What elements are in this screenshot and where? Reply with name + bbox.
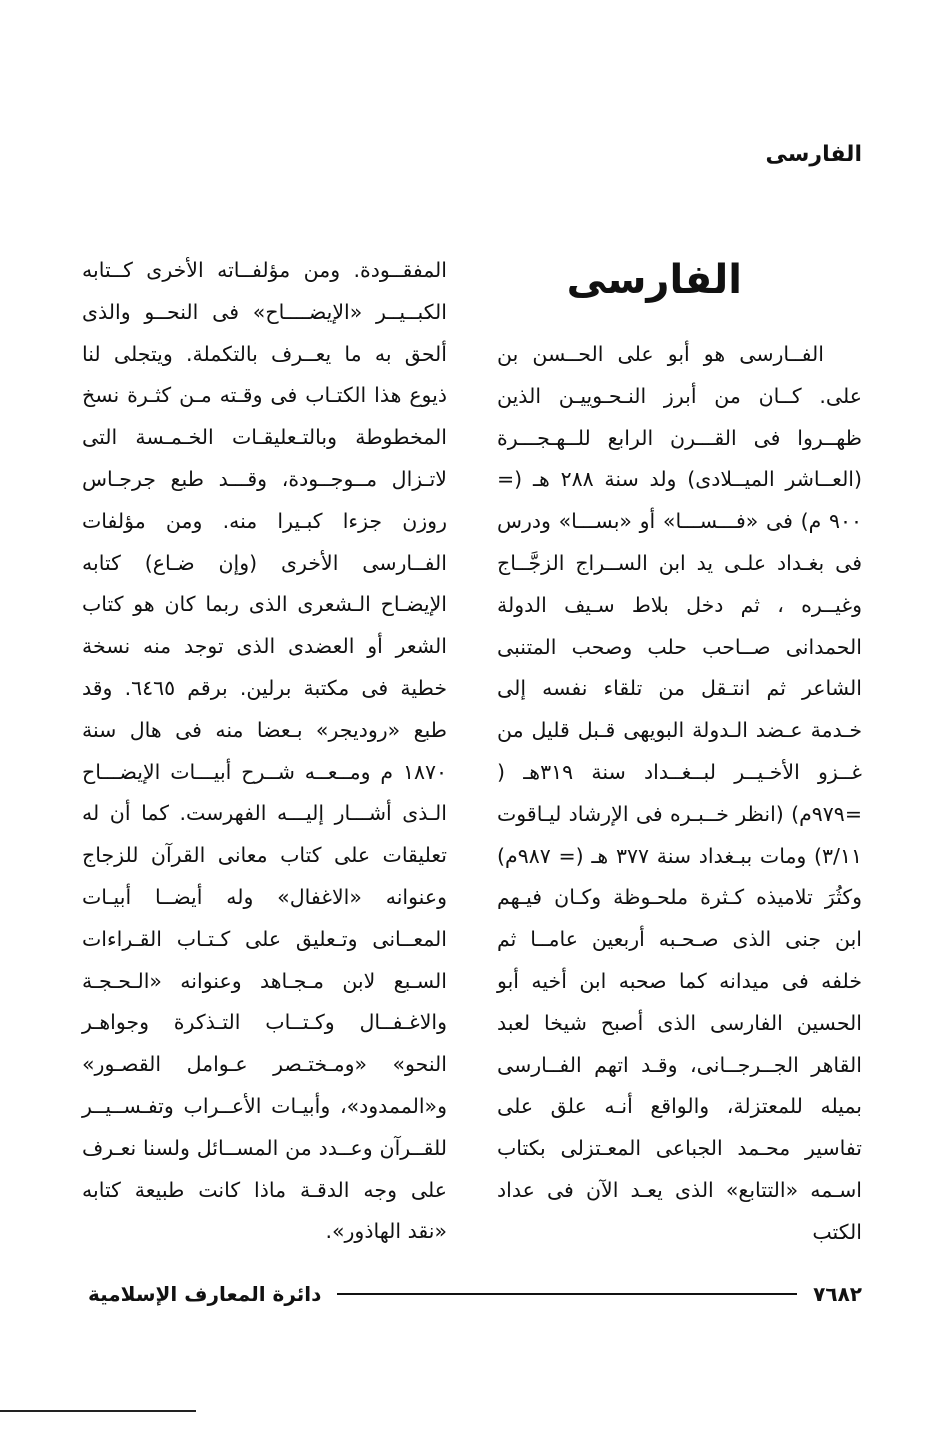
left-column-text: المفقــودة. ومن مؤلفــاته الأخرى كــتابه الكبــيــر «الإيضــــاح» فى النحــو والذى ألحق به ما يعــرف بالتكملة. ويتجلى لنا ذيوع هذا الكتـاب فى وقـته مـن كثـرة نسخ المخطوطة وبالتـعليقـات الخـمـسة التى لاتـزال مــوجــودة، وقـــد طبع جرجـاس روزن جزءا كبـيرا منه. ومن مؤلفات الفــارسى الأخرى (وإن ضـاع) كتابه الإيضـاح الـشعرى الذى ربما كان هو كتاب الشعر أو العضدى الذى توجد منه نسخة خطية فى مكتبة برلين. برقم ٦٤٦٥. وقد طبع «روديجر» بـعضا منه فى هال سنة ١٨٧٠ م ومــعــه شــرح أبيـــات الإيضـــاح الـذى أشـــار إليـــه الفهرست. كما أن له تعليقات على كتاب معانى القرآن للزجاج وعنوانه «الاغفال» وله أيضــا أبيـات المعــانى وتـعليق على كـتـاب القـراءات السـبع لابن مـجـاهد وعنوانه «الـحـجـة والاغـفــال وكـتــاب التـذكرة وجواهـر النحو» «ومـختـصر عـوامل القصـور» و«الممدود»، وأبيـات الأعــراب وتفـســيــر للقــرآن وعــدد من المســائل ولسنا نعـرف على وجه الدقـة ماذا كانت طبيعة كتابه «نقد الهاذور».: [82, 258, 448, 1244]
footer-divider: [337, 1293, 797, 1295]
right-column: [497, 250, 862, 1254]
left-column: [82, 250, 447, 1253]
right-column-text: الفــارسى هو أبو على الحــسن بن على. كــان من أبرز النـحـوييـن الذين ظهــروا فى القـــرن الرابع للــهـجـــرة (العــاشر الميــلادى) ولد سنة ٢٨٨ هـ (= ٩٠٠ م) فى «فـــســـا» أو «بســـا» ودرس فى بغـداد علـى يد ابن الســراج الزجَّــاج وغيــره ، ثم دخل بلاط سـيف الدولة الحمدانى صــاحب حلب وصحب المتنبى الشاعر ثم انتـقل من تلقاء نفسه إلى خـدمة عـضد الـدولة البويهى قـبل قليل من غــزو الأخـيــر لبــغــداد سنة ٣١٩هـ ( =٩٧٩م) (انظر خــبـره فى الإرشاد ليـاقوت ٣/١١) ومات ببـغداد سنة ٣٧٧ هـ (= ٩٨٧م) وكثُرَ تلاميذه كـثرة ملحـوظة وكـان فيـهم ابن جنى الذى صـحـبه أربعين عامــا ثم خلفه فى ميدانه كما صحبه ابن أخيه أبو الحسين الفارسى الذى أصبح شيخا لعبد القاهر الجــرجــانى، وقـد اتهم الفــارسى بميله للمعتزلة، والواقع أنـه علق على تفاسير محـمد الجباعى المعـتزلى بكتاب اسـمه «التتابع» الذى يعـد الآن فى عداد الكتب: [497, 342, 863, 1244]
publication-title: دائرة المعارف الإسلامية: [88, 1282, 322, 1306]
running-header: الفارسى: [765, 142, 862, 167]
article-title: الفارسى: [566, 257, 742, 303]
page-number: ٧٦٨٢: [813, 1282, 862, 1306]
scan-edge-line: [0, 1410, 196, 1412]
page-footer: [88, 1278, 862, 1310]
